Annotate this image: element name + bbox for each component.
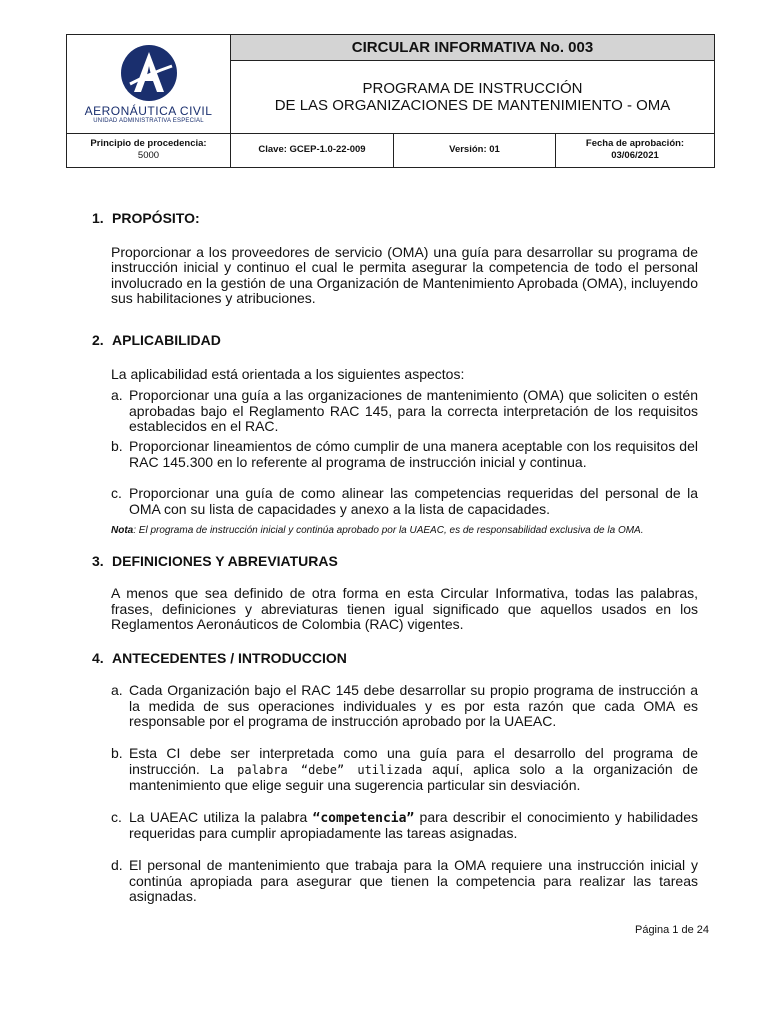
section-2-intro: La aplicabilidad está orientada a los siguientes aspectos:: [111, 365, 465, 382]
program-title-line2: DE LAS ORGANIZACIONES DE MANTENIMIENTO - OMA: [274, 96, 671, 114]
section-2-note: [111, 525, 698, 537]
debe-term: La palabra “debe” utilizada: [209, 762, 423, 777]
section-4-list: [111, 683, 698, 905]
circular-title: CIRCULAR INFORMATIVA No. 003: [231, 35, 715, 61]
list-item: b. Esta CI debe ser interpretada como una guía para el desarrollo del programa de instrucción. La palabra “debe” utilizada aquí, aplica solo a la organización de mantenimiento que elige seguir una sugerencia particular sin desviación.: [111, 745, 698, 794]
note-text: : El programa de instrucción inicial y continúa aprobado por la UAEAC, es de responsabilidad exclusiva de la OMA.: [133, 525, 644, 537]
section-1-text: Proporcionar a los proveedores de servicio (OMA) una guía para desarrollar su programa de instrucción inicial y continuo el cual le permita asegurar la competencia de todo el personal involucrado en la gestión de una Organización de Mantenimiento Aprobada (OMA), incluyendo sus habilitaciones y atribuciones.: [111, 243, 698, 307]
list-item: a. Proporcionar una guía a las organizaciones de mantenimiento (OMA) que soliciten o estén aprobadas bajo el Reglamento RAC 145, para la correcta interpretación de los requisitos establecidos en el RAC.: [111, 387, 698, 435]
logo-name: AERONÁUTICA CIVIL: [84, 103, 213, 118]
logo-cell: [67, 35, 231, 134]
section-3-heading: 3. DEFINICIONES Y ABREVIATURAS: [92, 553, 338, 570]
list-item: b. Proporcionar lineamientos de cómo cumplir de una manera aceptable con los requisitos del RAC 145.300 en lo referente al programa de instrucción inicial y continua.: [111, 437, 698, 470]
section-3-text: A menos que sea definido de otra forma en esta Circular Informativa, todas las palabras, frases, definiciones y abreviaturas tienen igual significado que aquellos usados en los Reglamentos Aeronáuticos de Colombia (RAC) vigentes.: [111, 584, 698, 633]
principio-cell: [67, 133, 231, 167]
document-header: [66, 34, 715, 168]
fecha-label: Fecha de aprobación:: [585, 138, 685, 150]
note-label: Nota: [111, 525, 134, 537]
program-title: [231, 61, 715, 134]
section-1-heading: 1. PROPÓSITO:: [92, 210, 200, 226]
list-item: a. Cada Organización bajo el RAC 145 debe desarrollar su propio programa de instrucción a la medida de sus operaciones individuales y es por esta razón que cada OMA es responsable por el programa de instrucción aprobado por la UAEAC.: [111, 682, 698, 730]
document-body: [92, 211, 698, 905]
page-number: Página 1 de 24: [634, 924, 709, 936]
list-item: c. La UAEAC utiliza la palabra “competencia” para describir el conocimiento y habilidades requeridas para cumplir apropiadamente las tareas asignadas.: [111, 808, 698, 842]
principio-value: 5000: [137, 150, 160, 162]
fecha-cell: [556, 133, 715, 167]
fecha-value: 03/06/2021: [611, 150, 659, 162]
aeronautica-logo-icon: [118, 44, 180, 102]
section-2-list: [111, 388, 698, 517]
section-4-heading: 4. ANTECEDENTES / INTRODUCCION: [92, 649, 347, 666]
logo-subtitle: UNIDAD ADMINISTRATIVA ESPECIAL: [93, 117, 204, 124]
competencia-term: “competencia”: [312, 810, 415, 826]
program-title-line1: PROGRAMA DE INSTRUCCIÓN: [362, 79, 583, 97]
version-cell: Versión: 01: [394, 133, 556, 167]
list-item: d. El personal de mantenimiento que trabaja para la OMA requiere una instrucción inicial y continúa apropiada para asegurar que tienen la competencia para realizar las tareas asignadas.: [111, 857, 698, 905]
section-2-heading: 2. APLICABILIDAD: [92, 331, 221, 348]
principio-label: Principio de procedencia:: [90, 138, 207, 150]
clave-cell: Clave: GCEP-1.0-22-009: [231, 133, 394, 167]
list-item: c. Proporcionar una guía de como alinear las competencias requeridas del personal de la OMA con su lista de capacidades y anexo a la lista de capacidades.: [111, 485, 698, 517]
